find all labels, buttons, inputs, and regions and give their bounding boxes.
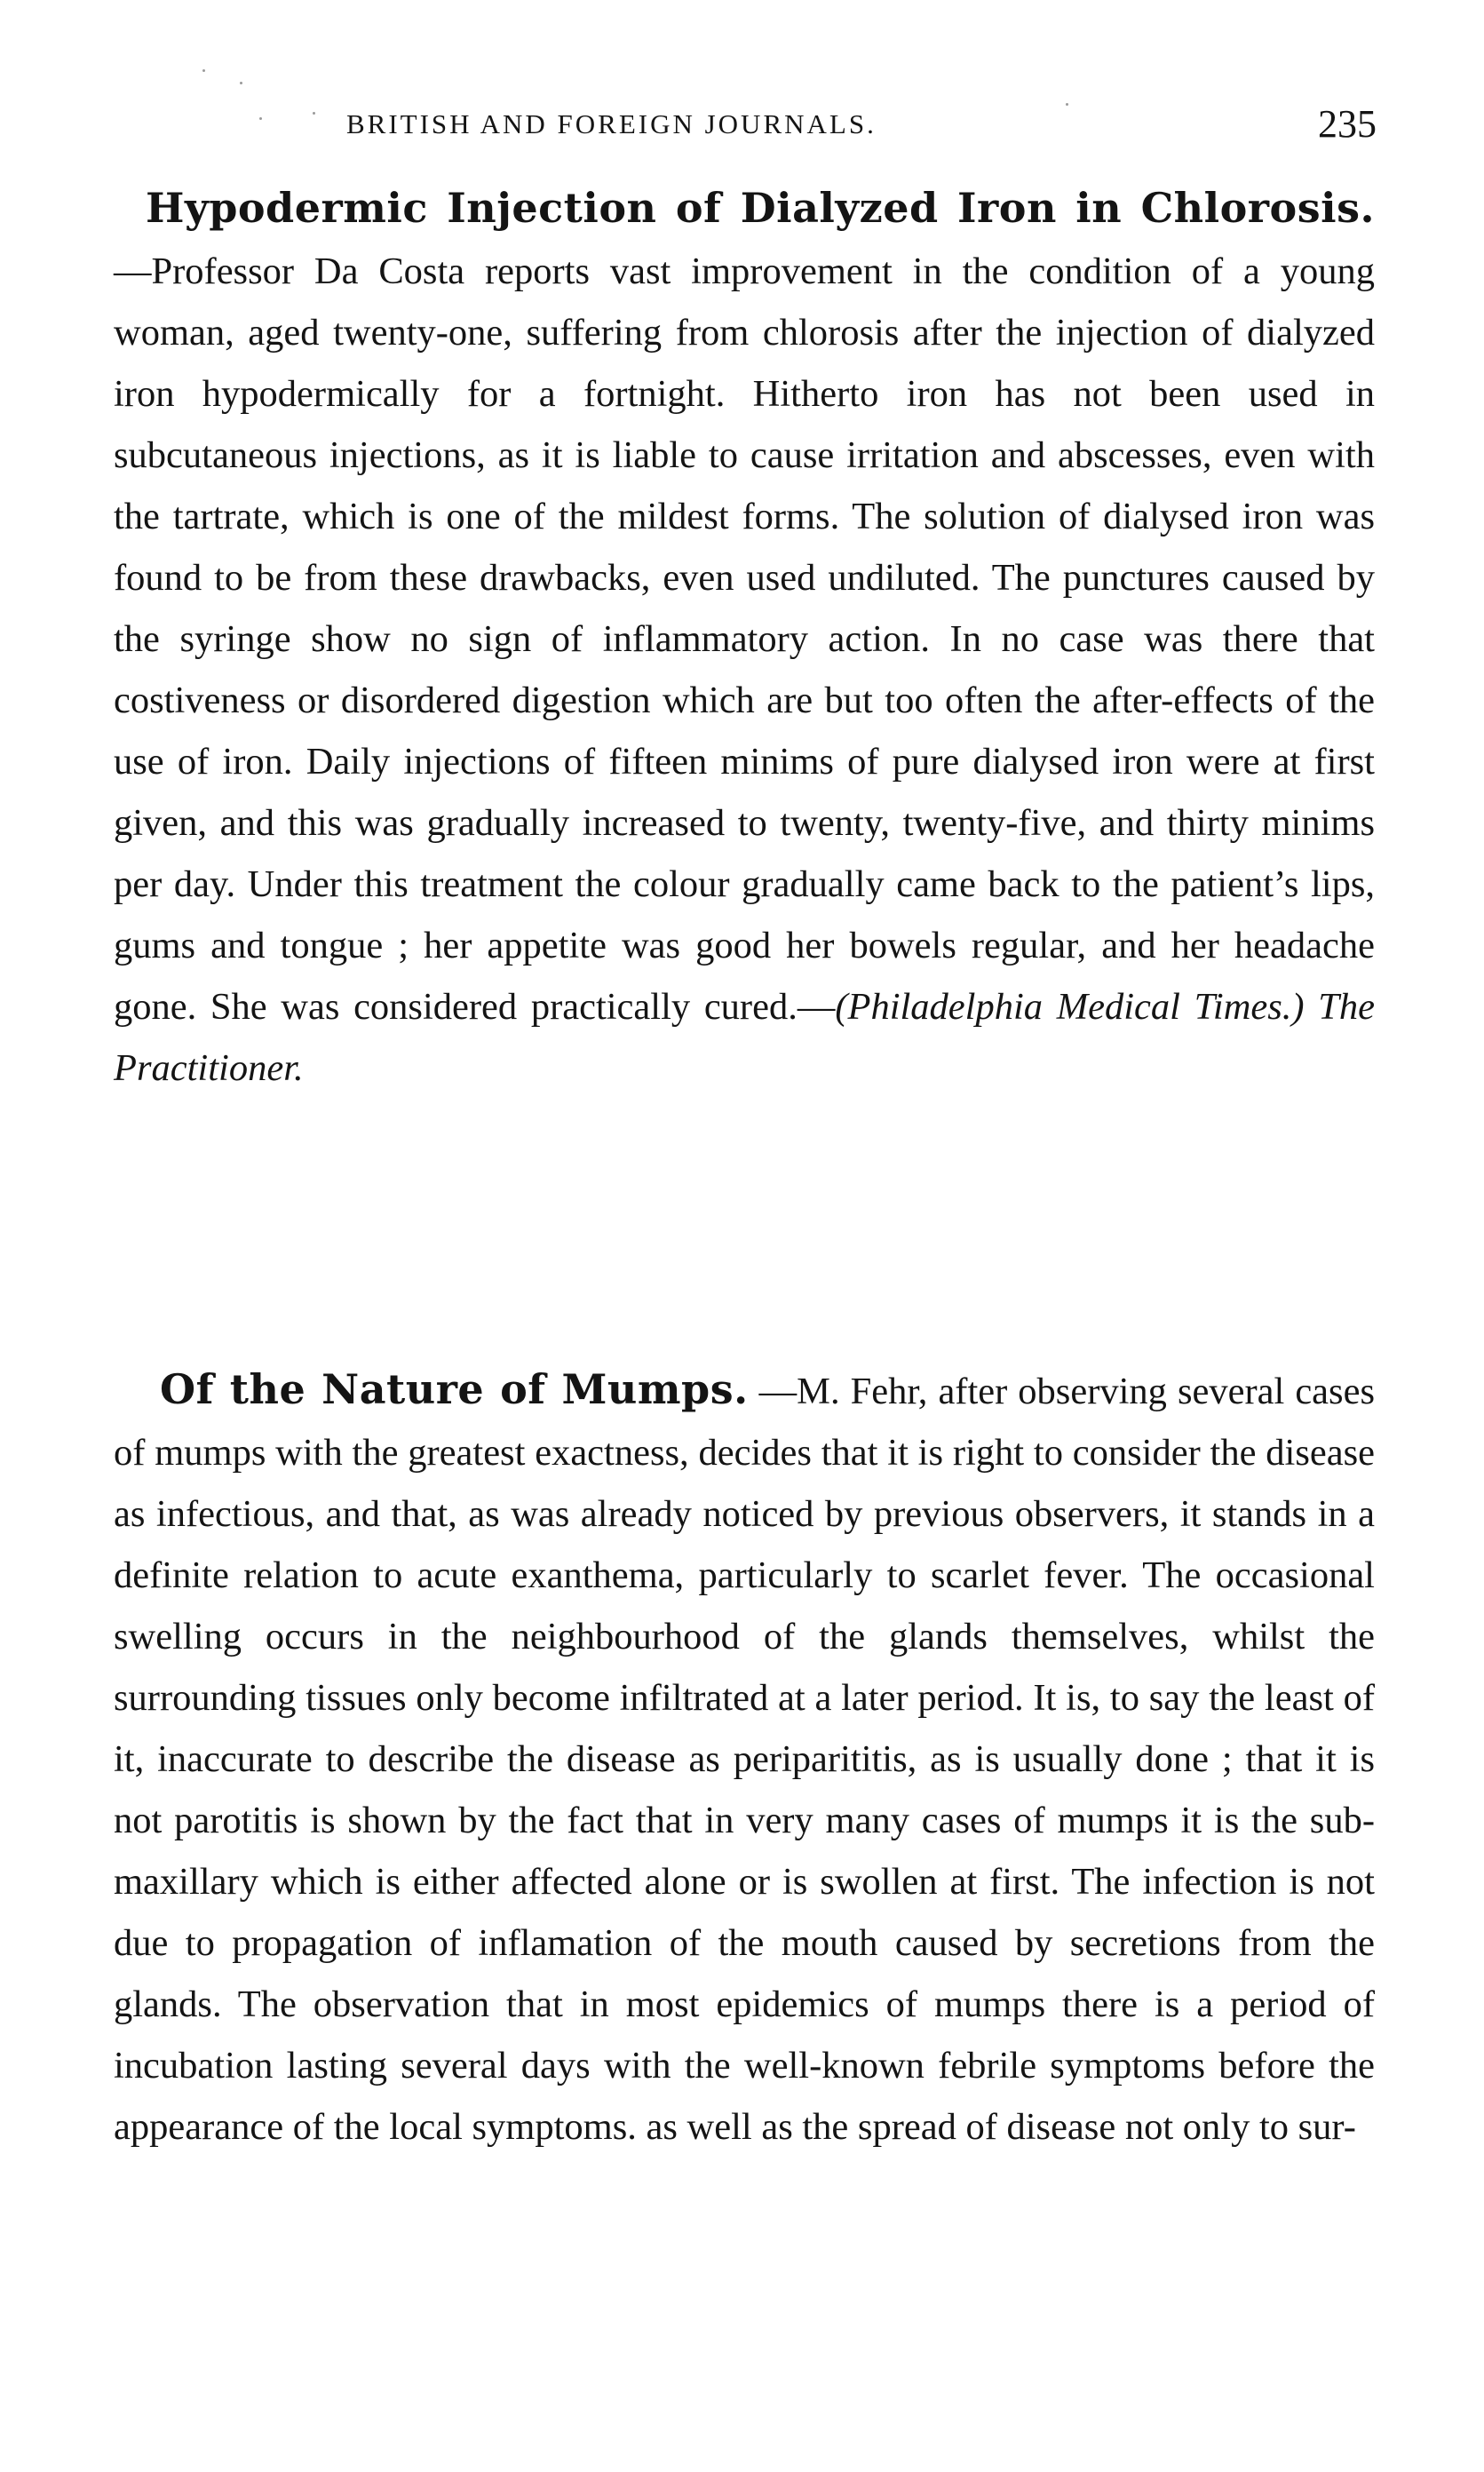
article-headline: Of the Nature of Mumps.: [160, 1365, 749, 1413]
page-number: 235: [1318, 102, 1377, 146]
article-mumps: [114, 1359, 1375, 2158]
article-body: —M. Fehr, after observing several cases of mumps with the greatest exactness, decides that it is right to consider the disease as infectious, and that, as was already noticed by previous observers, it stands in a definite relation to acute exanthema, particularly to scarlet fever. The occasional swelling occurs in the neighbourhood of the glands themselves, whilst the surrounding tissues only become infiltrated at a later period. It is, to say the least of it, inaccurate to describe the disease as periparititis, as is usually done ; that it is not parotitis is shown by the fact that in very many cases of mumps it is the sub-maxillary which is either affected alone or is swollen at first. The infection is not due to propagation of inflamation of the mouth caused by secretions from the glands. The observation that in most epidemics of mumps there is a period of incubation lasting several days with the well-known febrile symptoms before the appearance of the local symptoms. as well as the spread of disease not only to sur-: [114, 1371, 1375, 2148]
scan-speckle: [313, 112, 315, 115]
article-source-secondary: The Practitioner.: [114, 986, 1375, 1089]
article-body: —Professor Da Costa reports vast improvement in the condition of a young woman, aged twenty-one, suffering from chlorosis after the injection of dialyzed iron hypodermically for a fortnight. Hitherto iron has not been used in subcutaneous injections, as it is liable to cause irritation and abscesses, even with the tartrate, which is one of the mildest forms. The solution of dialysed iron was found to be from these drawbacks, even used undiluted. The punctures caused by the syringe show no sign of inflammatory action. In no case was there that costiveness or disordered digestion which are but too often the after-effects of the use of iron. Daily injections of fifteen minims of pure dialysed iron were at first given, and this was gradually increased to twenty, twenty-five, and thirty minims per day. Under this treatment the colour gradually came back to the patient’s lips, gums and tongue ; her appetite was good her bowels regular, and her headache gone. She was considered practically cured.—: [114, 250, 1375, 1028]
scan-speckle: [202, 69, 205, 72]
article-source: (Philadelphia Medical Times.): [835, 986, 1305, 1028]
article-dialyzed-iron: [114, 178, 1375, 1099]
scan-speckle: [240, 82, 242, 84]
running-title: BRITISH AND FOREIGN JOURNALS.: [346, 108, 877, 139]
article-headline: Hypodermic Injection of Dialyzed Iron in Chlorosis.: [146, 184, 1375, 232]
scan-speckle: [259, 117, 262, 120]
scan-speckle: [1066, 103, 1068, 106]
running-head: [115, 98, 1385, 151]
